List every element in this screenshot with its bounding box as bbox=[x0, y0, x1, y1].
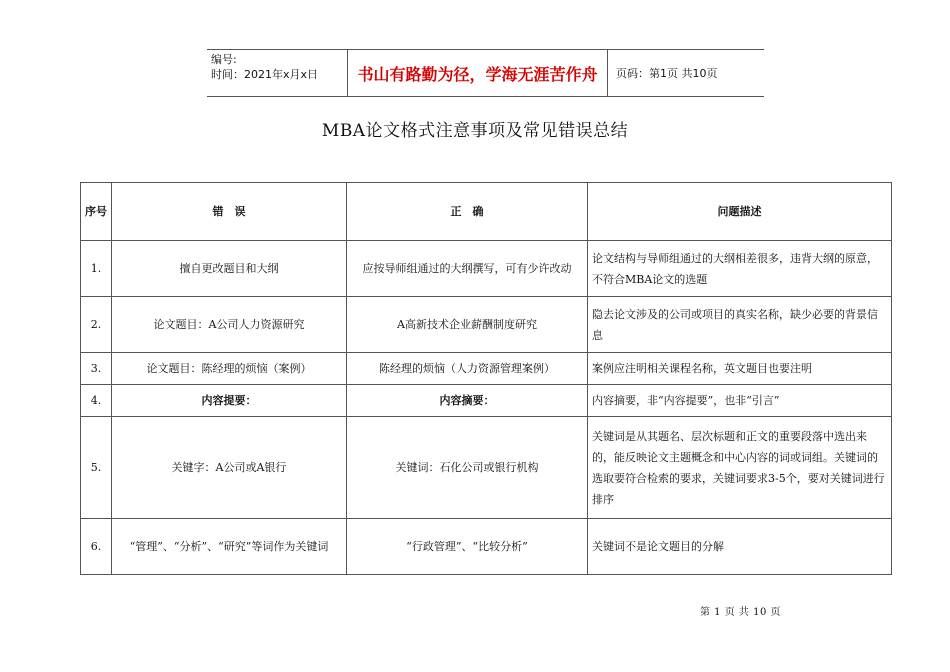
header-error: 错 误 bbox=[112, 183, 347, 241]
header-num: 序号 bbox=[81, 183, 112, 241]
row-description: 内容摘要，非“内容提要”，也非“引言” bbox=[588, 385, 892, 417]
row-number: 4. bbox=[81, 385, 112, 417]
header-motto: 书山有路勤为径，学海无涯苦作舟 bbox=[348, 50, 608, 96]
page-header bbox=[207, 49, 764, 97]
row-description: 关键词是从其题名、层次标题和正文的重要段落中选出来的，能反映论文主题概念和中心内容的词或词组。关键词的选取要符合检索的要求，关键词要求3-5个，要对关键词进行排序 bbox=[588, 417, 892, 519]
header-page-info: 页码：第1页 共10页 bbox=[616, 67, 718, 80]
row-correct: A高新技术企业薪酬制度研究 bbox=[347, 297, 588, 353]
table-row bbox=[81, 519, 892, 575]
header-description: 问题描述 bbox=[588, 183, 892, 241]
row-error: 论文题目：A公司人力资源研究 bbox=[112, 297, 347, 353]
row-correct: 内容摘要： bbox=[347, 385, 588, 417]
row-number: 6. bbox=[81, 519, 112, 575]
row-description: 案例应注明相关课程名称，英文题目也要注明 bbox=[588, 353, 892, 385]
table-row bbox=[81, 417, 892, 519]
row-correct: 陈经理的烦恼（人力资源管理案例） bbox=[347, 353, 588, 385]
table-row bbox=[81, 297, 892, 353]
row-correct: 关键词：石化公司或银行机构 bbox=[347, 417, 588, 519]
table-row bbox=[81, 353, 892, 385]
page-footer: 第 1 页 共 10 页 bbox=[700, 607, 781, 618]
row-error: 关键字：A公司或A银行 bbox=[112, 417, 347, 519]
row-number: 5. bbox=[81, 417, 112, 519]
row-error: “管理”、“分析”、“研究”等词作为关键词 bbox=[112, 519, 347, 575]
row-error: 内容提要： bbox=[112, 385, 347, 417]
document-date: 时间：2021年x月x日 bbox=[211, 68, 319, 81]
row-description: 隐去论文涉及的公司或项目的真实名称，缺少必要的背景信息 bbox=[588, 297, 892, 353]
errors-table bbox=[80, 182, 892, 575]
document-title: MBA论文格式注意事项及常见错误总结 bbox=[321, 121, 629, 141]
row-error: 论文题目：陈经理的烦恼（案例） bbox=[112, 353, 347, 385]
row-correct: “行政管理”、“比较分析” bbox=[347, 519, 588, 575]
row-number: 1. bbox=[81, 241, 112, 297]
document-number-label: 编号: bbox=[211, 53, 237, 66]
table-header-row bbox=[81, 183, 892, 241]
row-description: 论文结构与导师组通过的大纲相差很多，违背大纲的原意，不符合MBA论文的选题 bbox=[588, 241, 892, 297]
table-row bbox=[81, 241, 892, 297]
row-correct: 应按导师组通过的大纲撰写，可有少许改动 bbox=[347, 241, 588, 297]
header-correct: 正 确 bbox=[347, 183, 588, 241]
row-number: 2. bbox=[81, 297, 112, 353]
header-meta bbox=[207, 50, 348, 96]
row-error: 擅自更改题目和大纲 bbox=[112, 241, 347, 297]
row-number: 3. bbox=[81, 353, 112, 385]
table-row bbox=[81, 385, 892, 417]
row-description: 关键词不是论文题目的分解 bbox=[588, 519, 892, 575]
